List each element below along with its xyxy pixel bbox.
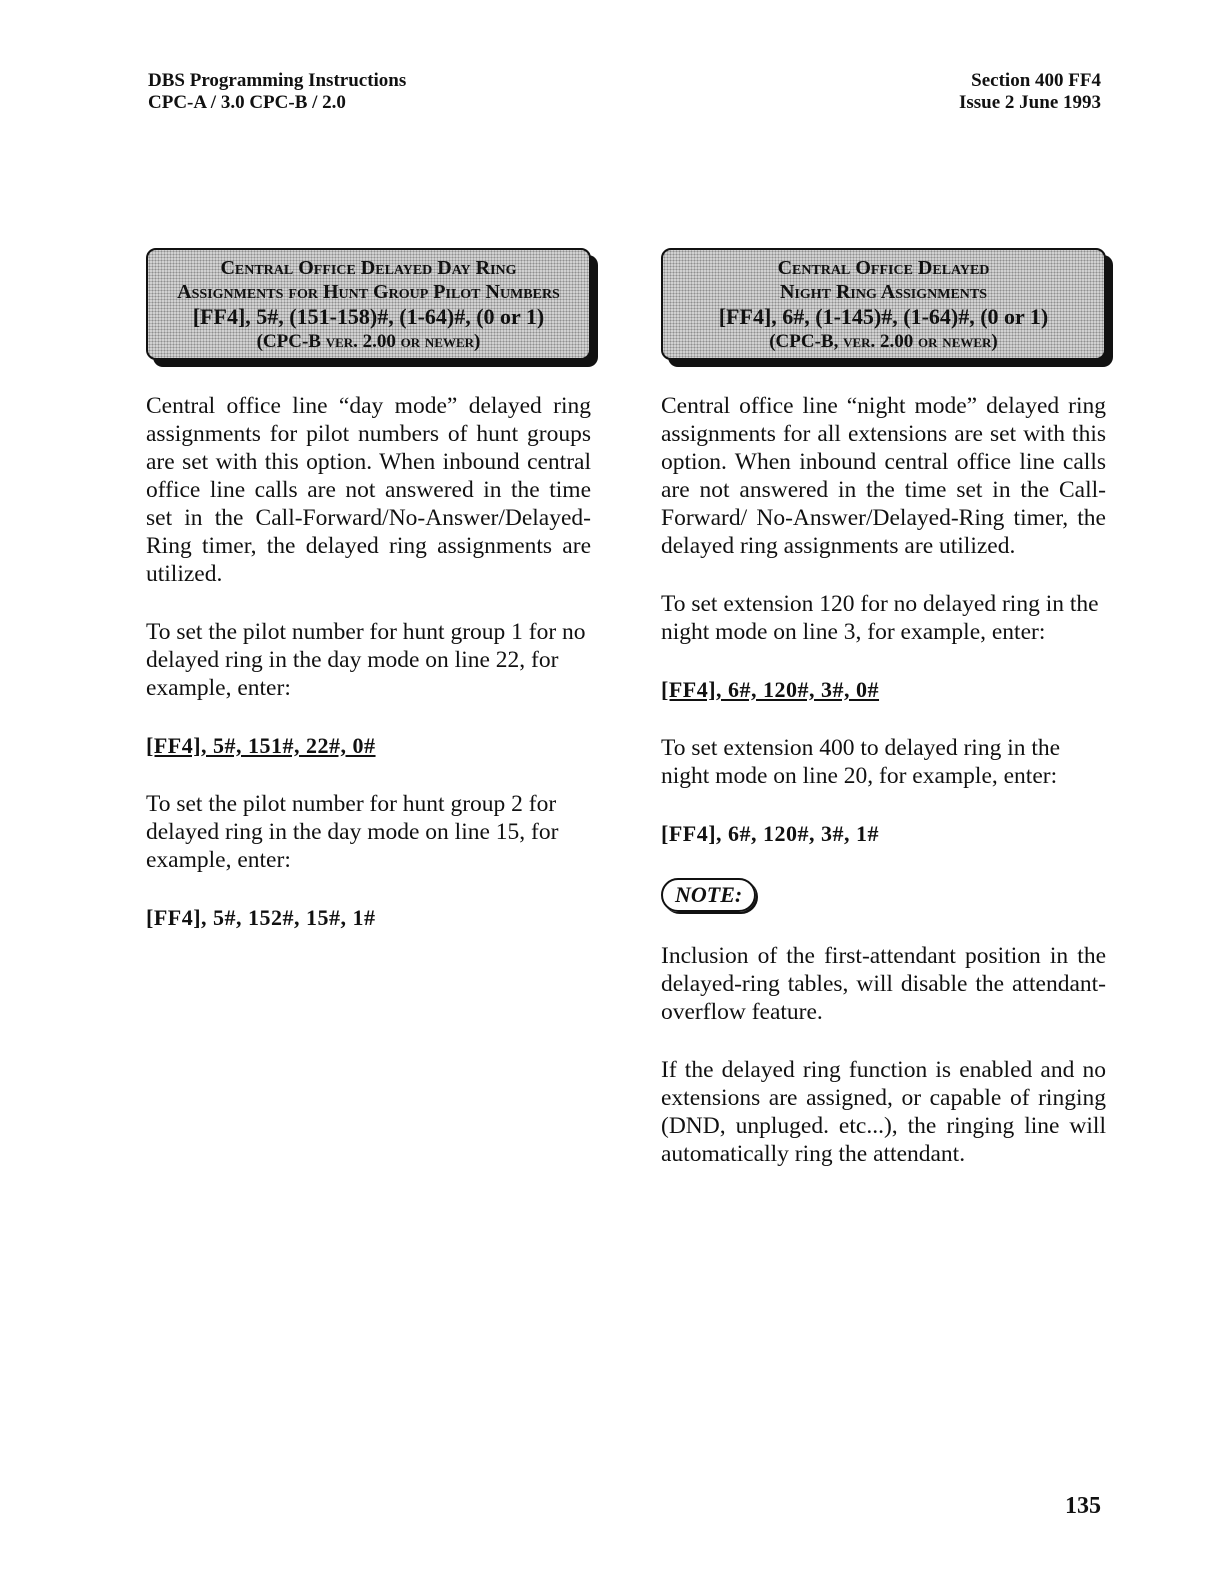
command-example: [FF4], 5#, 152#, 15#, 1# — [146, 905, 376, 930]
box-title-line1: Central Office Delayed — [777, 257, 990, 279]
example-paragraph: To set extension 400 to delayed ring in the night mode on line 20, for example, enter: — [661, 735, 1061, 789]
night-ring-title-box — [661, 248, 1106, 360]
header-right — [959, 70, 1101, 114]
example-paragraph: To set extension 120 for no delayed ring in the night mode on line 3, for example, enter: — [661, 591, 1099, 645]
command-example: [FF4], 6#, 120#, 3#, 0# — [661, 677, 880, 702]
box-version: (CPC-B, ver. 2.00 or newer) — [769, 331, 998, 352]
version-line: CPC-A / 3.0 CPC-B / 2.0 — [148, 92, 346, 113]
issue-line: Issue 2 June 1993 — [959, 92, 1101, 113]
box-version: (CPC-B ver. 2.00 or newer) — [256, 331, 481, 352]
example-paragraph: To set the pilot number for hunt group 1 for no delayed ring in the day mode on line 22, for example, enter: — [146, 619, 586, 701]
example-paragraph: To set the pilot number for hunt group 2 for delayed ring in the day mode on line 15, for example, enter: — [146, 791, 559, 873]
note-paragraph: If the delayed ring function is enabled and no extensions are assigned, or capable of ringing (DND, unpluged. etc...), the ringing line will automatically ring the attendant. — [661, 1057, 1106, 1167]
box-title-line1: Central Office Delayed Day Ring — [220, 257, 517, 279]
page-number: 135 — [1065, 1493, 1101, 1519]
note-paragraph: Inclusion of the first-attendant position in the delayed-ring tables, will disable the attendant-overflow feature. — [661, 943, 1106, 1025]
intro-paragraph: Central office line “day mode” delayed ring assignments for pilot numbers of hunt groups are set with this option. When inbound central office line calls are not answered in the time set in the Call-Forward/No-Answer/Delayed-Ring timer, the delayed ring assignments are utilized. — [146, 393, 591, 587]
box-command: [FF4], 5#, (151-158)#, (1-64)#, (0 or 1) — [192, 304, 545, 329]
manual-title: DBS Programming Instructions — [148, 70, 407, 91]
intro-paragraph: Central office line “night mode” delayed ring assignments for all extensions are set with this option. When inbound central office line calls are not answered in the time set in the Call-Forward/ No-Answer/Delayed-Ring timer, the delayed ring assignments are utilized. — [661, 393, 1106, 559]
command-example: [FF4], 6#, 120#, 3#, 1# — [661, 821, 880, 846]
note-badge: NOTE: — [661, 878, 756, 912]
section-line: Section 400 FF4 — [971, 70, 1101, 91]
box-command: [FF4], 6#, (1-145)#, (1-64)#, (0 or 1) — [718, 304, 1049, 329]
day-ring-title-box — [146, 248, 591, 360]
command-example: [FF4], 5#, 151#, 22#, 0# — [146, 733, 376, 758]
box-title-line2: Assignments for Hunt Group Pilot Numbers — [177, 281, 560, 303]
box-title-line2: Night Ring Assignments — [779, 281, 988, 303]
header-left — [148, 70, 406, 114]
left-column — [146, 248, 591, 932]
right-column — [661, 248, 1106, 1168]
